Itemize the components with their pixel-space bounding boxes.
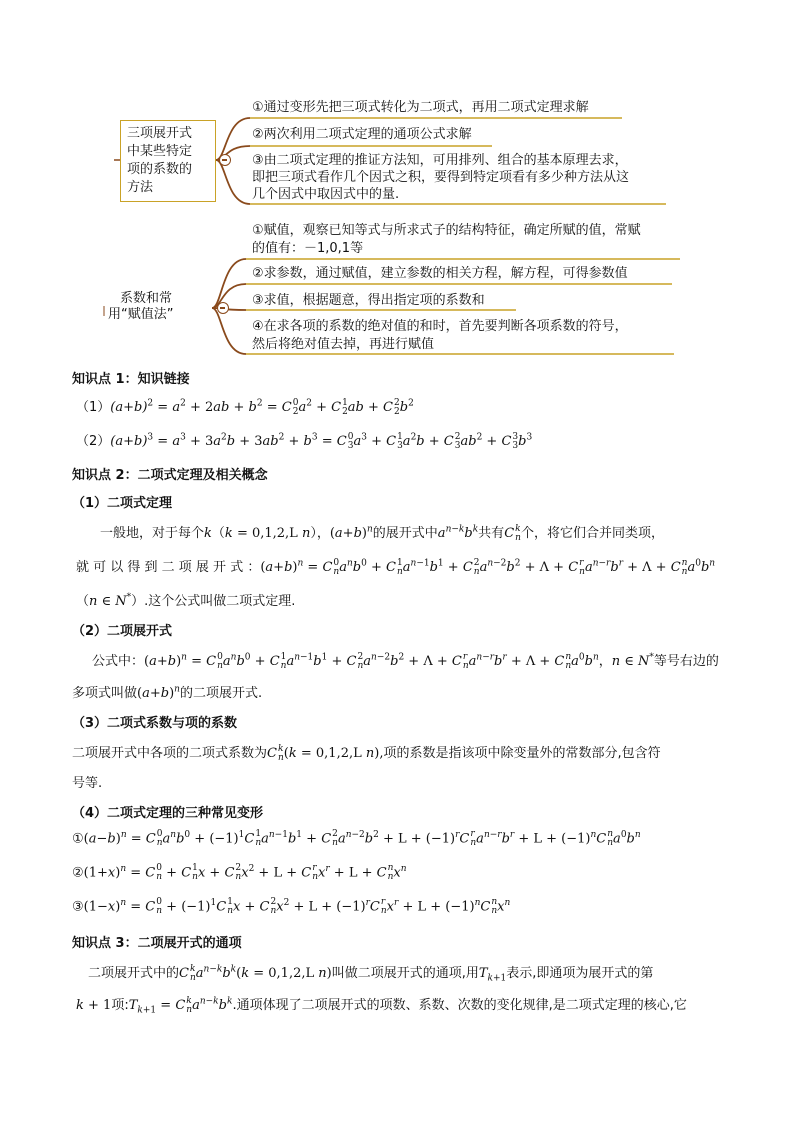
text: 表示,即通项为展开式的第 [506, 966, 654, 981]
paragraph-line: 二项展开式中的C k n $a^{n-k}b^k(k = 0,1,2,L$ n)叫做二项展开式的通项,用$T_{k+1}$表示,即通项为展开式的第 [88, 963, 654, 984]
paragraph-line: 多项式叫做$(a+b)^n$的二项展开式. [72, 684, 263, 701]
paragraph-line: k + 1项$:T_{k+1} = C$ k n $a^{n-k}b^k$.通项体现了二项展开式的项数、系数、次数的变化规律,是二项式定理的核心,它 [76, 995, 687, 1016]
text: 二项展开式中各项的二项式系数为 [72, 746, 268, 761]
text: 叫做二项展开式的通项,用 [331, 966, 479, 981]
text: 项的系数是指该项中除变量外的常数部分,包含符 [383, 746, 661, 761]
paragraph-line: 就 可 以 得 到 二 项 展 开 式 ：$(a+b)^n = C$ 0 n $a^nb^0 + C$ 1 n $a^{n-1}b^1 + C$ 2 n $a^{n-2}b^2 + \Lambda + C$ r n $a^{n-r}b^r + \Lambda + C$ n n $a^0b^n$ [76, 557, 716, 577]
root-line: 中某些特定 [127, 144, 193, 159]
branch-item: 几个因式中取因式中的量. [252, 187, 400, 202]
root-line: 项的系数的 [127, 162, 193, 177]
subsection-title: （4）二项式定理的三种常见变形 [72, 806, 264, 821]
formula-line: $(2)(a+b)^3 = a^3 + 3a^2b + 3ab^2 + b^3 = C$ 0 3 $a^3 + C$ 1 3 $a^2b + C$ 2 3 $ab^2 + C$ 3 3 $b^3$ [76, 431, 533, 451]
mindmap-root-three-term [120, 120, 216, 202]
paragraph-line: 公式中：$(a+b)^n = C$ 0 n $a^nb^0 + C$ 1 n $a^{n-1}b^1 + C$ 2 n $a^{n-2}b^2 + \Lambda + C$ r n $a^{n-r}b^r + \Lambda + C$ n n $a^0b^n$，n ∈ N*等号右边的 [92, 651, 719, 671]
text: 一般地，对于每个 [100, 526, 205, 541]
branch-item: 即把三项式看作几个因式之积，要得到特定项看有多少种方法从这 [252, 170, 630, 185]
paragraph-line: （n ∈ N*）.这个公式叫做二项式定理. [76, 592, 296, 609]
subsection-title: （2）二项展开式 [72, 624, 173, 639]
branch-item: 的值有：－1,0,1等 [252, 241, 364, 256]
mindmap-root-assignment: 用“赋值法” [108, 307, 174, 322]
branch-item: ③求值，根据题意，得出指定项的系数和 [252, 293, 485, 308]
list-prefix: （1） [76, 400, 111, 415]
formula-line: $③(1-x)^n = C$ 0 n + $(-1)^1C$ 1 n x + C 2 n $x^2 + L + (-1)^rC$ r n $x^r + L + (-1)^nC$ n n $x^n$ [72, 897, 511, 916]
text: 二项展开式中的 [88, 966, 180, 981]
text: 的展开式中 [372, 526, 438, 541]
mindmap-root-assignment: 系数和常 [120, 291, 173, 306]
text: 的二项展开式. [179, 686, 263, 701]
formula-line: $(1)(a+b)^2 = a^2 + 2ab + b^2 = C$ 0 2 $a^2 + C$ 1 2 ab + C 2 2 $b^2$ [76, 397, 414, 417]
paragraph-line: 二项展开式中各项的二项式系数为C k n (k = 0,1,2,L n),项的系数是指该项中除变量外的常数部分,包含符 [72, 743, 661, 763]
formula-line: $①(a-b)^n = C$ 0 n $a^nb^0 + (-1)^1C$ 1 n $a^{n-1}b^1 + C$ 2 n $a^{n-2}b^2 + L + (-1)^rC$ r n $a^{n-r}b^r + L + (-1)^nC$ n n $a^0b^n$ [72, 829, 641, 848]
text: 就 可 以 得 到 二 项 展 开 式 ： [76, 560, 261, 575]
branch-item: ①赋值，观察已知等式与所求式子的结构特征，确定所赋的值，常赋 [252, 223, 641, 238]
subsection-title: （3）二项式系数与项的系数 [72, 716, 238, 731]
collapse-toggle-icon[interactable] [219, 154, 231, 166]
list-prefix: （2） [76, 434, 111, 449]
text: 公式中： [92, 654, 145, 669]
section-title-k2: 知识点 2：二项式定理及相关概念 [72, 468, 268, 483]
subsection-title: （1）二项式定理 [72, 496, 173, 511]
collapse-toggle-icon[interactable] [217, 302, 229, 314]
branch-item: ②求参数，通过赋值，建立参数的相关方程，解方程，可得参数值 [252, 266, 628, 281]
branch-item: ④在求各项的系数的绝对值的和时，首先要判断各项系数的符号， [252, 319, 628, 334]
branch-item: ③由二项式定理的推证方法知，可用排列、组合的基本原理去求， [252, 153, 628, 168]
text: 等号右边的 [653, 654, 719, 669]
text: .这个公式叫做二项式定理. [144, 594, 296, 609]
text: 共有 [478, 526, 505, 541]
text: 项: [111, 998, 129, 1013]
section-title-k1: 知识点 1：知识链接 [72, 372, 190, 387]
text: .通项体现了二项展开式的项数、系数、次数的变化规律,是二项式定理的核心,它 [232, 998, 687, 1013]
root-line: 三项展开式 [127, 126, 193, 141]
paragraph-line: 号等. [72, 776, 103, 791]
text: 多项式叫做 [72, 686, 138, 701]
section-title-k3: 知识点 3：二项展开式的通项 [72, 936, 242, 951]
text: 个，将它们合并同类项， [520, 526, 664, 541]
formula-line: $②(1+x)^n = C$ 0 n + C 1 n x + C 2 n $x^2 + L + C$ r n $x^r + L + C$ n n $x^n$ [72, 863, 407, 882]
root-line: 方法 [127, 180, 154, 195]
branch-item: 然后将绝对值去掉，再进行赋值 [252, 337, 435, 352]
branch-item: ①通过变形先把三项式转化为二项式，再用二项式定理求解 [252, 100, 589, 115]
paragraph-line: 一般地，对于每个k（k = 0,1,2,L n），$(a+b)^n$的展开式中$a^{n-k}b^k$共有C k n 个，将它们合并同类项， [100, 523, 664, 543]
branch-item: ②两次利用二项式定理的通项公式求解 [252, 127, 472, 142]
